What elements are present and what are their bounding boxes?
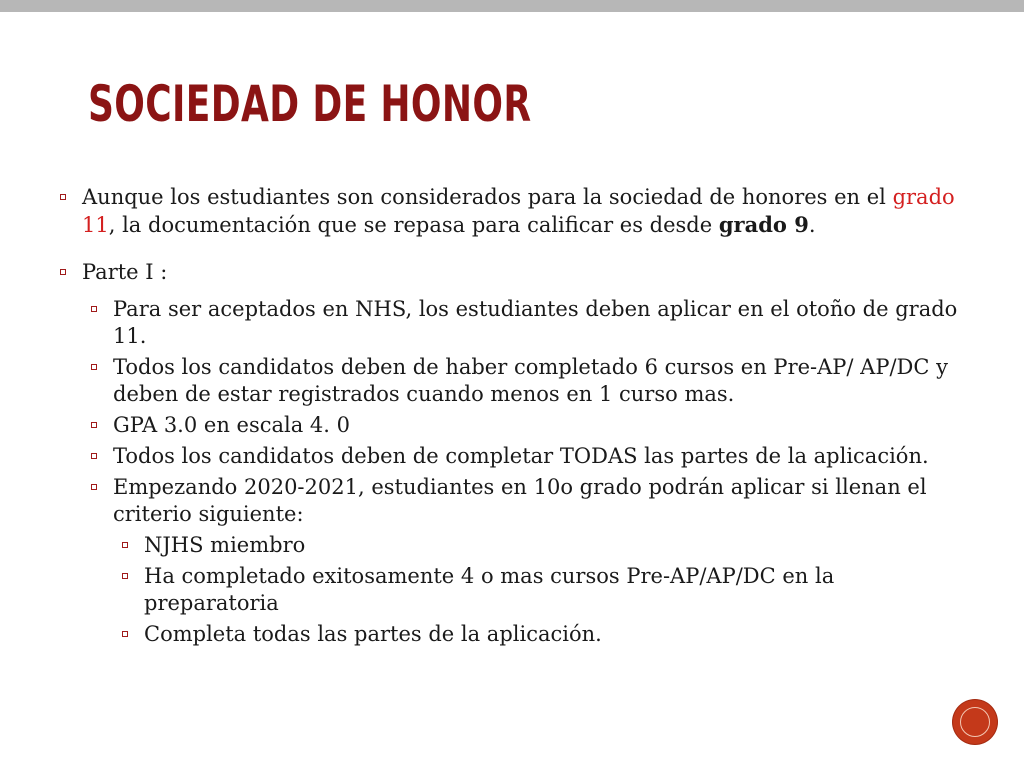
- top-bar: [0, 0, 1024, 12]
- square-bullet-icon: [91, 484, 97, 490]
- square-bullet-icon: [122, 631, 128, 637]
- circle-logo-icon: [953, 700, 997, 744]
- bullet-text: , la documentación que se repasa para calificar es desde: [108, 213, 719, 237]
- bold-text: grado 9: [718, 212, 809, 237]
- sub-sub-bullet-text: NJHS miembro: [144, 533, 306, 557]
- sub-sub-bullet-item: [60, 563, 960, 617]
- sub-sub-bullet-item: [60, 532, 960, 559]
- square-bullet-icon: [91, 306, 97, 312]
- square-bullet-icon: [91, 453, 97, 459]
- square-bullet-icon: [60, 194, 66, 200]
- sub-bullet-text: Todos los candidatos deben de haber completado 6 cursos en Pre-AP/ AP/DC y deben de estar registrados cuando menos en 1 curso mas.: [113, 355, 948, 406]
- sub-bullet-item: [60, 354, 960, 408]
- sub-sub-bullet-text: Completa todas las partes de la aplicación.: [144, 622, 602, 646]
- square-bullet-icon: [122, 542, 128, 548]
- sub-bullet-item: [60, 412, 960, 439]
- sub-sub-bullet-item: [60, 621, 960, 648]
- square-bullet-icon: [91, 422, 97, 428]
- sub-bullet-text: Todos los candidatos deben de completar TODAS las partes de la aplicación.: [113, 444, 929, 468]
- bullet-text: .: [808, 213, 816, 237]
- sub-bullet-item: [60, 474, 960, 528]
- sub-bullet-item: [60, 443, 960, 470]
- sub-bullet-text: GPA 3.0 en escala 4. 0: [113, 413, 350, 437]
- square-bullet-icon: [122, 573, 128, 579]
- sub-bullet-item: [60, 296, 960, 350]
- highlight-text: grado 11: [82, 185, 955, 237]
- bullet-item: [60, 184, 960, 239]
- square-bullet-icon: [91, 364, 97, 370]
- sub-sub-bullet-text: Ha completado exitosamente 4 o mas cursos Pre-AP/AP/DC en la preparatoria: [144, 564, 835, 615]
- square-bullet-icon: [60, 269, 66, 275]
- logo-ring: [960, 707, 990, 737]
- bullet-text: Parte I :: [82, 260, 168, 284]
- slide-body: [60, 184, 960, 648]
- slide-title: SOCIEDAD DE HONOR: [88, 75, 532, 133]
- sub-bullet-text: Para ser aceptados en NHS, los estudiantes deben aplicar en el otoño de grado 11.: [113, 297, 958, 348]
- sub-bullet-text: Empezando 2020-2021, estudiantes en 10o grado podrán aplicar si llenan el criterio siguiente:: [113, 475, 927, 526]
- bullet-text: Aunque los estudiantes son considerados para la sociedad de honores en el: [82, 185, 893, 209]
- bullet-item: [60, 259, 960, 286]
